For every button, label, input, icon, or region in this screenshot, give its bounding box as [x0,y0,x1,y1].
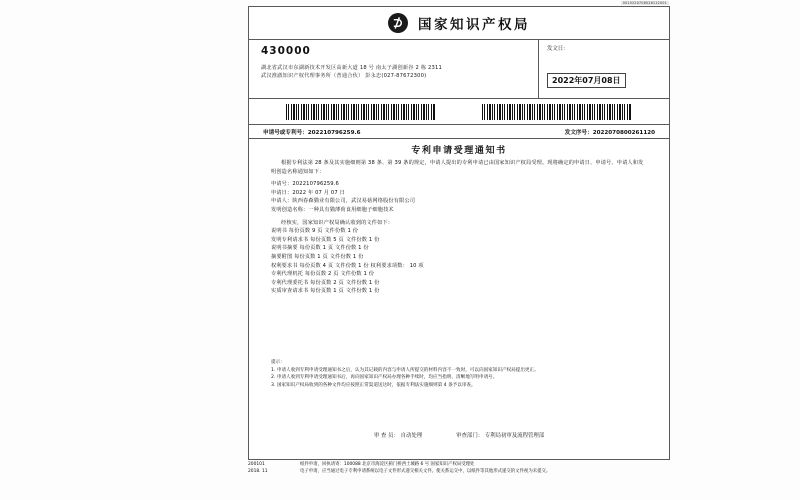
note-item: 1. 申请人收到专利申请受理通知书之后，认为其记载的内容与申请人所提交的材料内容不一致时，可以向国家知识产权局提出更正。 [271,367,539,373]
dispatch-serial-field [565,128,655,136]
scanned-notice [248,1,670,460]
notes-section [271,359,647,389]
doc-list-item: 实质审查请求书 每份页数 1 页 文件份数 1 份 [271,288,380,295]
doc-list-item: 摘要附图 每份页数 1 页 文件份数 1 份 [271,253,364,260]
field-invention-title: 发明创造名称：一种具有猫薄荷食用细胞子细胞技术 [271,206,394,213]
note-item: 2. 申请人收到专利申请受理通知书后，再向国家知识产权局办理各种手续时，均应当指明、清晰地写明申请号。 [271,375,498,381]
dispatch-date-value: 2022年07月08日 [547,73,626,88]
application-number-field [263,128,361,136]
dispatch-serial-label: 发文序号： [564,129,593,136]
field-application-number: 申请号：202210796259.6 [271,181,340,188]
doc-list-item: 专利代理委托书 每份页数 2 页 文件份数 1 份 [271,279,380,286]
recipient-address-block [249,39,539,99]
field-applicant: 申请人：陕西春森猫业有限公司，武汉易菇网络股份有限公司 [271,198,416,205]
issuing-authority-title: 国家知识产权局 [418,17,530,33]
footer-mail-line: 纸件申请，回执请寄：100088 北京市海淀区蓟门桥西土城路 6 号 国家知识产权局受理处 [300,462,475,467]
doc-list-item: 说明书摘要 每份页数 1 页 文件份数 1 份 [271,245,369,252]
address-line-2: 武汉淮澈知识产权代理事务所（普通合伙） 彭永忠(027-87672300) [261,73,427,79]
department-label: 审查部门： [456,433,484,439]
examiner-value: 自动处理 [400,433,423,439]
examiner-label: 审 查 员： [373,433,399,439]
doc-list-item: 专利代理机托 每份页数 2 页 文件份数 1 份 [271,271,375,278]
department-field [456,431,544,439]
identifier-row [249,125,669,139]
signature-row [249,431,669,439]
dispatch-date-label: 发文日： [547,46,569,52]
document-footer [248,462,668,475]
cnipa-logo-icon: ⊅ [388,13,408,33]
postal-code: 430000 [261,45,311,57]
department-value: 专利局初审及流程管理部 [484,433,545,439]
examiner-field [374,431,422,439]
dispatch-date-block [539,39,669,99]
barcode-right-icon [482,104,632,120]
footer-form-version: 2018. 11 [248,468,268,474]
barcode-left-icon [286,104,436,120]
document-header [249,7,669,40]
application-number-label: 申请号或专利号： [263,129,308,136]
barcode-row [249,99,669,125]
application-number-value: 202210796259.6 [307,129,361,136]
footer-form-code: 200101 [248,462,265,467]
field-filing-date: 申请日：2022 年 07 月 07 日 [271,189,345,196]
doc-list-item: 说明书 每份页数 9 页 文件份数 1 份 [271,228,359,235]
top-barcode-number: 0010220708026112001 [622,1,667,5]
document-body [271,159,647,296]
notes-title: 提示： [271,360,285,365]
address-line-1: 湖北省武汉市东湖新技术开发区高新大道 18 号 南太子湖创新谷 2 栋 2311 [261,65,443,71]
doc-list-item: 发明专利请求书 每份页数 5 页 文件份数 1 份 [271,236,380,243]
intro-paragraph: 根据专利法第 28 条及其实施细则第 38 条、第 39 条的规定，申请人提出的专利申请已由国家知识产权局受理。现将确定的申请日、申请号、申请人和发明创造名称通知如下： [271,160,644,175]
doc-list-item: 权利要求书 每份页数 4 页 文件份数 1 份 权利要求项数： 10 项 [271,262,424,269]
document-title: 专利申请受理通知书 [411,146,507,156]
dispatch-serial-value: 2022070800261120 [592,129,655,136]
note-item: 3. 国家知识产权局收到的各种文件均应按照正常渠道送达时，依据专利法实施细则第 4 条予以审查。 [271,382,476,388]
footer-electronic-line: 电子申请，应当通过电子专利申请系统以电子文件形式递交相关文件。使关系运交中，以纸件等其他形式递交的文件视为未提交。 [300,468,551,474]
doc-list-intro: 经核实，国家知识产权局确认收到的文件如下： [281,219,394,226]
